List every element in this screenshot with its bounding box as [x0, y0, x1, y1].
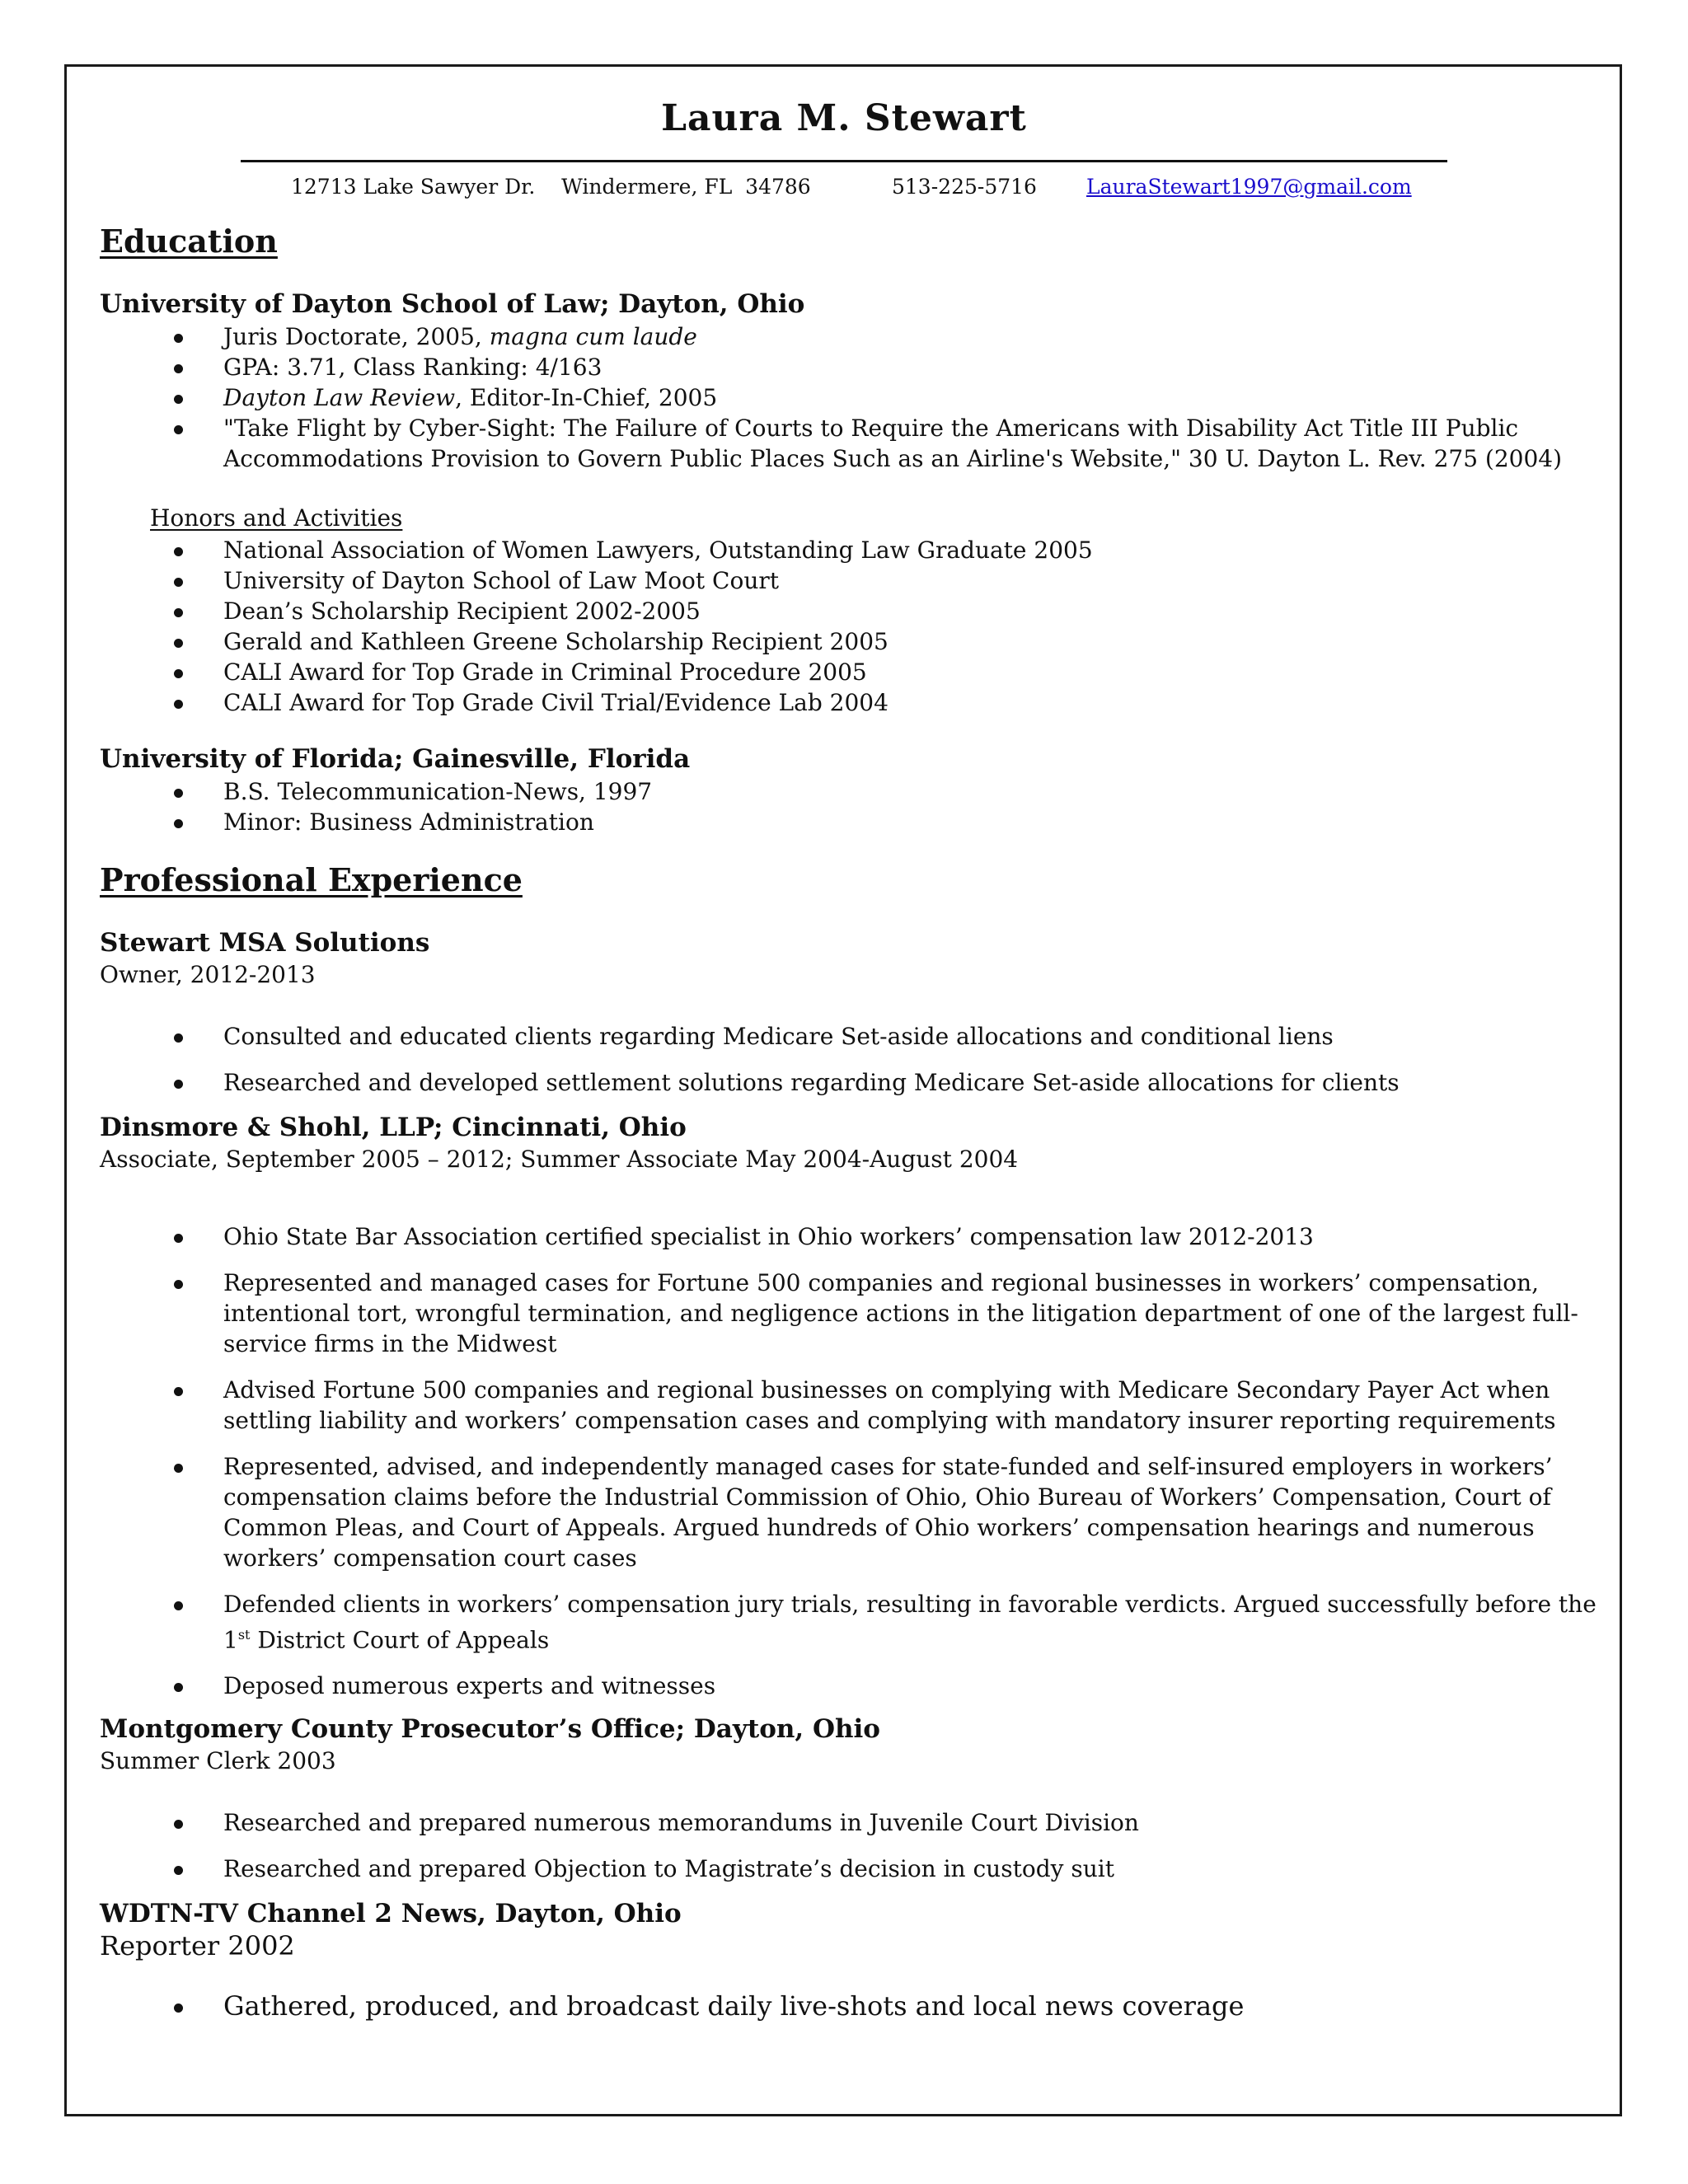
wdtn-list: [0, 1991, 1688, 2022]
list-item: Gathered, produced, and broadcast daily live-shots and local news coverage: [0, 1991, 1688, 2022]
montgomery-role: Summer Clerk 2003: [100, 1747, 336, 1774]
experience-heading: Professional Experience: [100, 861, 523, 898]
list-item: Researched and prepared Objection to Magistrate’s decision in custody suit: [0, 1854, 1688, 1884]
list-item: Consulted and educated clients regarding Medicare Set-aside allocations and conditional liens: [0, 1021, 1688, 1052]
candidate-name: Laura M. Stewart: [661, 97, 1027, 139]
wdtn-heading: WDTN-TV Channel 2 News, Dayton, Ohio: [100, 1899, 682, 1929]
header-rule: [241, 160, 1447, 162]
dinsmore-list: [0, 1221, 1688, 1717]
list-item: Minor: Business Administration: [0, 807, 1688, 837]
list-item: Advised Fortune 500 companies and regional businesses on complying with Medicare Secondary Payer Act when settling liability and workers’ compensation cases and complying with mandatory insurer reporting requirements: [0, 1375, 1688, 1436]
stewart-heading: Stewart MSA Solutions: [100, 928, 430, 958]
list-item: CALI Award for Top Grade in Criminal Procedure 2005: [0, 657, 1688, 687]
list-item: GPA: 3.71, Class Ranking: 4/163: [0, 352, 1688, 382]
florida-heading: University of Florida; Gainesville, Florida: [100, 744, 691, 774]
montgomery-heading: Montgomery County Prosecutor’s Office; Dayton, Ohio: [100, 1714, 880, 1744]
list-item: Dayton Law Review, Editor-In-Chief, 2005: [0, 382, 1688, 413]
list-item: Represented and managed cases for Fortune 500 companies and regional businesses in workers’ compensation, intentional tort, wrongful termination, and negligence actions in the litigation department of one of the largest full-service firms in the Midwest: [0, 1268, 1688, 1359]
dinsmore-heading: Dinsmore & Shohl, LLP; Cincinnati, Ohio: [100, 1113, 687, 1142]
contact-phone: 513-225-5716: [892, 175, 1037, 199]
list-item: Juris Doctorate, 2005, magna cum laude: [0, 321, 1688, 352]
list-item: Represented, advised, and independently managed cases for state-funded and self-insured employers in workers’ compensation claims before the Industrial Commission of Ohio, Ohio Bureau of Workers’ Compensation, Court of Common Pleas, and Court of Appeals. Argued hundreds of Ohio workers’ compensation hearings and numerous workers’ compensation court cases: [0, 1451, 1688, 1573]
honors-heading: Honors and Activities: [150, 504, 403, 532]
wdtn-role: Reporter 2002: [100, 1930, 295, 1961]
stewart-role: Owner, 2012-2013: [100, 961, 316, 988]
list-item: Gerald and Kathleen Greene Scholarship Recipient 2005: [0, 626, 1688, 657]
dinsmore-role: Associate, September 2005 – 2012; Summer Associate May 2004-August 2004: [100, 1146, 1019, 1173]
list-item: "Take Flight by Cyber-Sight: The Failure of Courts to Require the Americans with Disability Act Title III Public Accommodations Provision to Govern Public Places Such as an Airline's Website," 30 U. Dayton L. Rev. 275 (2004): [0, 413, 1688, 474]
honors-list: [0, 535, 1688, 718]
dayton-law-list: [0, 321, 1688, 474]
list-item: Researched and prepared numerous memorandums in Juvenile Court Division: [0, 1807, 1688, 1838]
dayton-law-heading: University of Dayton School of Law; Dayton, Ohio: [100, 289, 805, 319]
florida-list: [0, 776, 1688, 837]
list-item: Researched and developed settlement solutions regarding Medicare Set-aside allocations for clients: [0, 1067, 1688, 1098]
list-item: Ohio State Bar Association certified specialist in Ohio workers’ compensation law 2012-2013: [0, 1221, 1688, 1252]
list-item: National Association of Women Lawyers, Outstanding Law Graduate 2005: [0, 535, 1688, 565]
contact-address: 12713 Lake Sawyer Dr. Windermere, FL 34786: [291, 175, 811, 199]
list-item: Deposed numerous experts and witnesses: [0, 1671, 1688, 1701]
list-item: University of Dayton School of Law Moot Court: [0, 565, 1688, 596]
list-item: Dean’s Scholarship Recipient 2002-2005: [0, 596, 1688, 626]
list-item: B.S. Telecommunication-News, 1997: [0, 776, 1688, 807]
education-heading: Education: [100, 223, 278, 260]
montgomery-list: [0, 1807, 1688, 1900]
list-item: CALI Award for Top Grade Civil Trial/Evidence Lab 2004: [0, 687, 1688, 718]
contact-email[interactable]: [1086, 175, 1412, 199]
email-link[interactable]: LauraStewart1997@gmail.com: [1086, 175, 1412, 199]
list-item: Defended clients in workers’ compensation jury trials, resulting in favorable verdicts. Argued successfully before the 1st District Court of Appeals: [0, 1589, 1688, 1655]
stewart-list: [0, 1021, 1688, 1113]
